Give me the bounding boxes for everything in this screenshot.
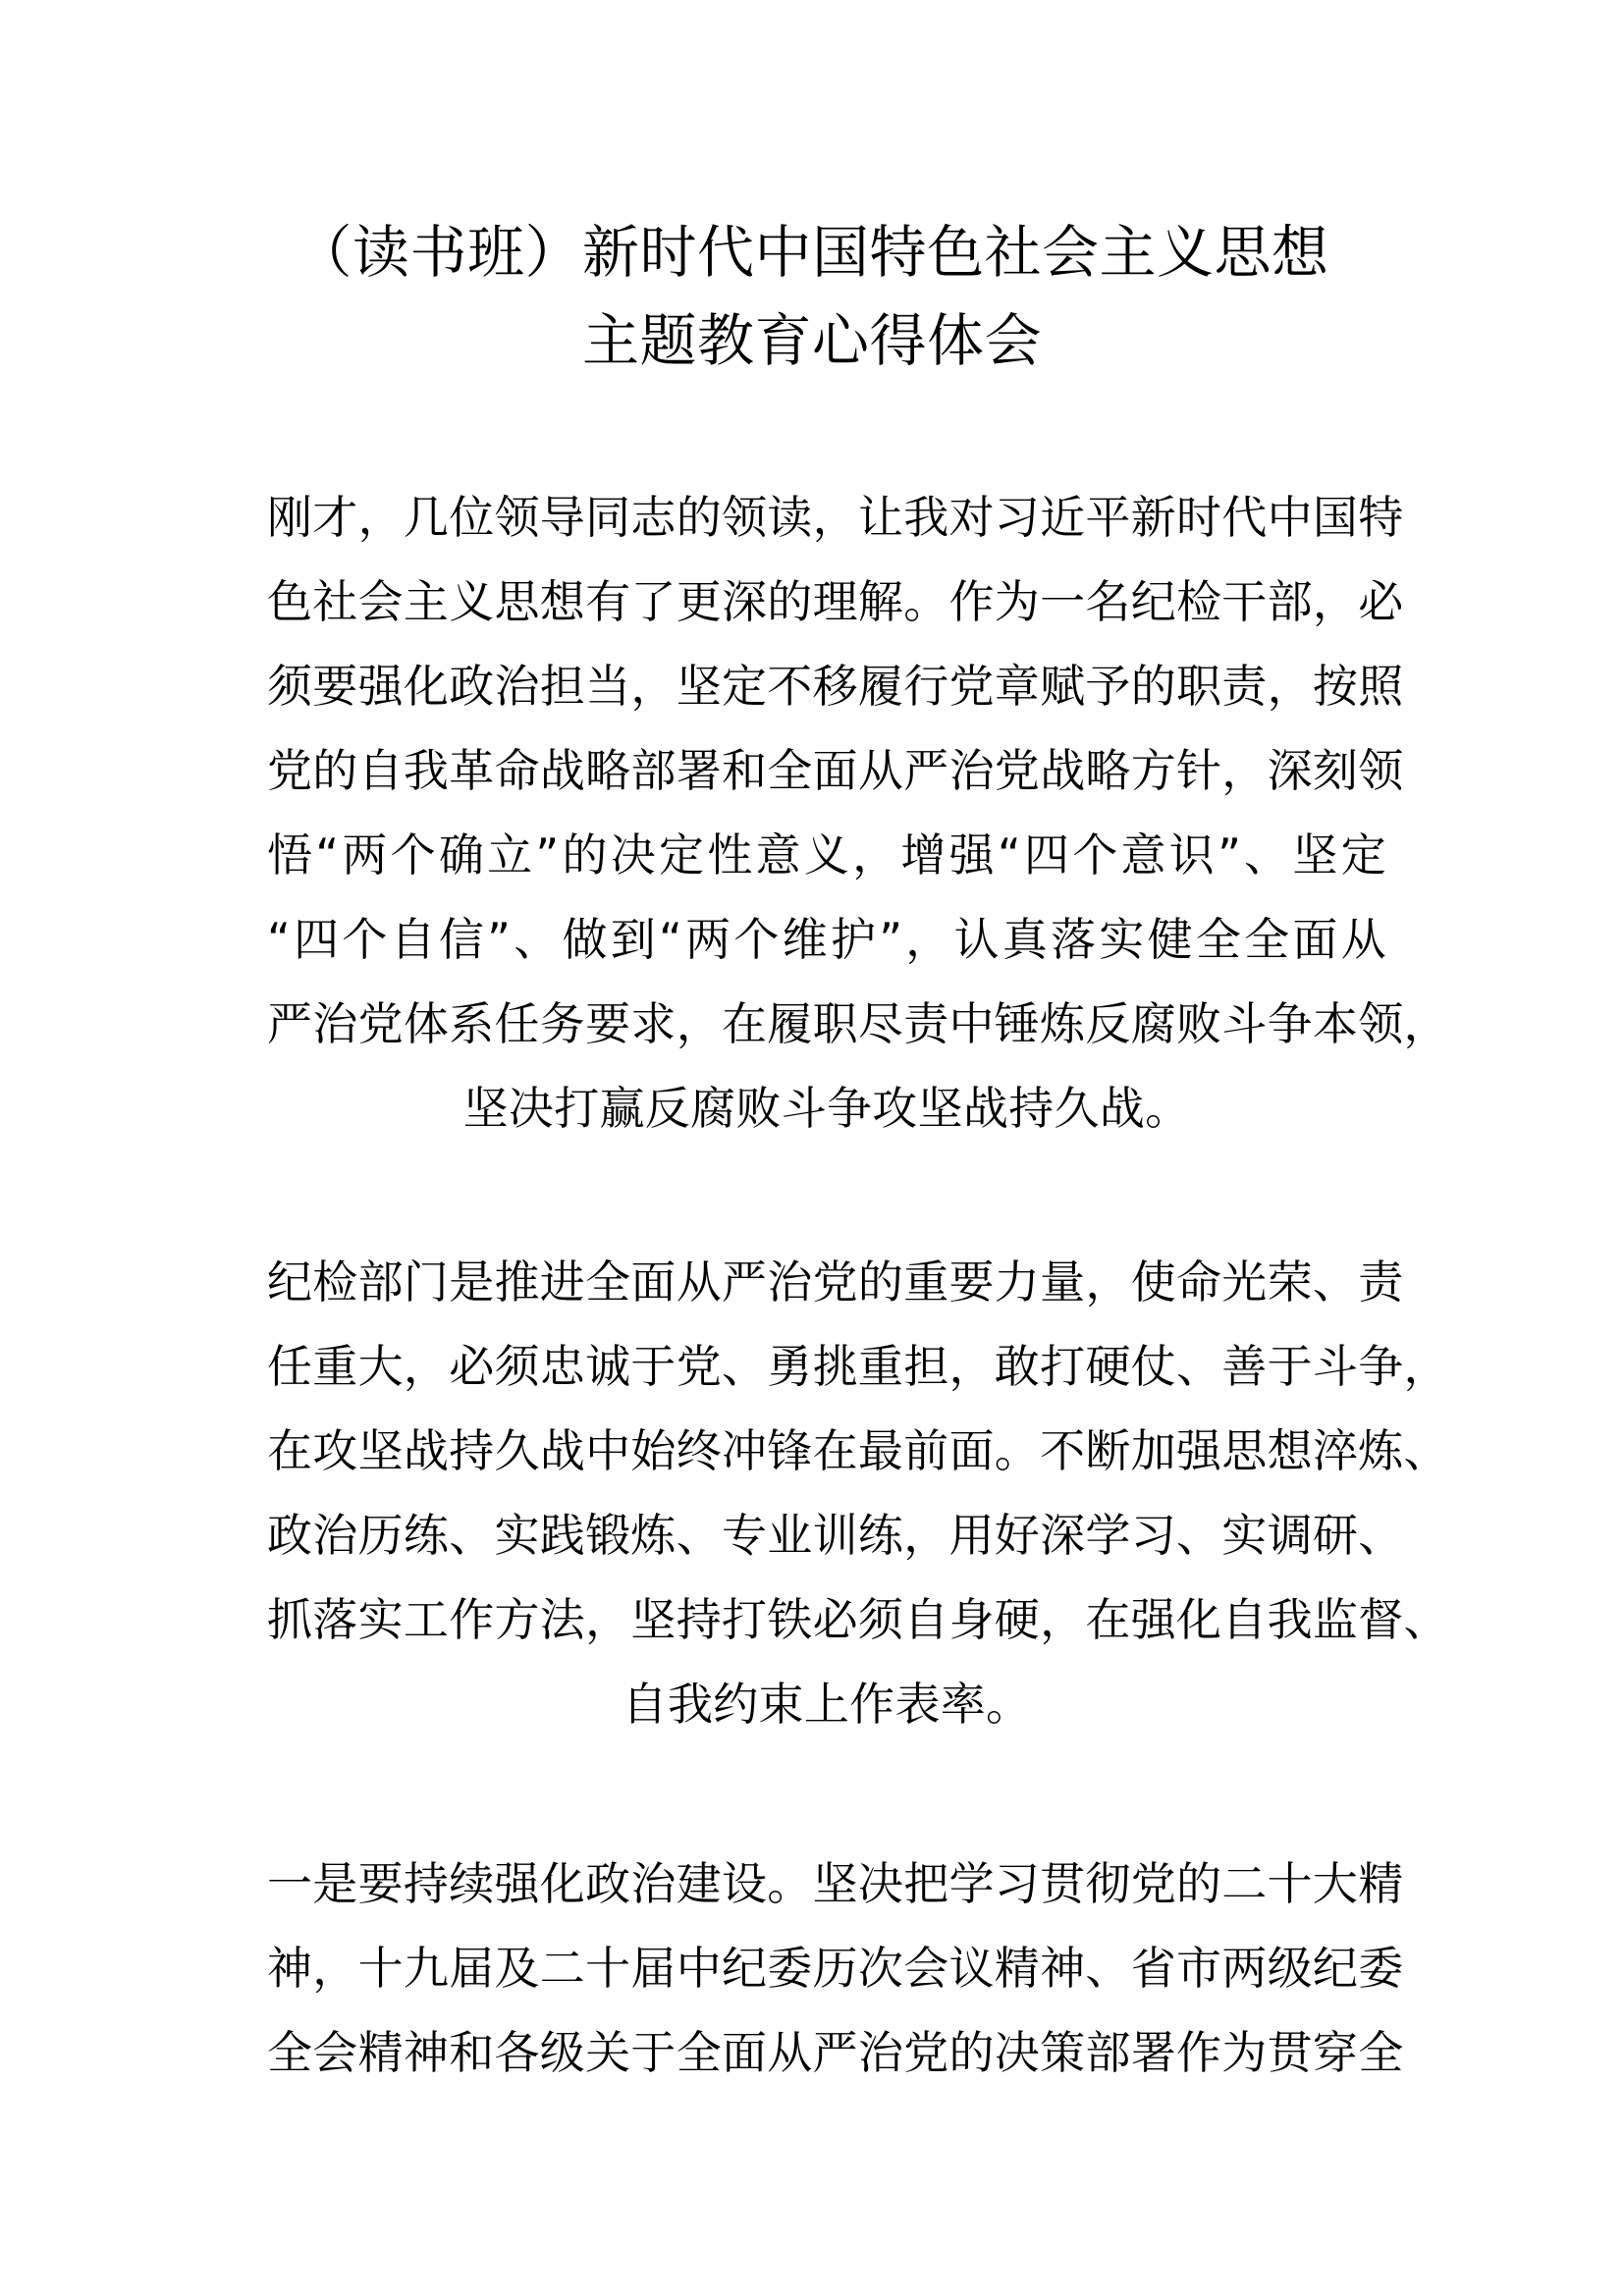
title-line: 主题教育心得体会 (581, 307, 1042, 374)
body-paragraph-1 (267, 475, 1449, 1150)
paragraph-line: 党的自我革命战略部署和全面从严治党战略方针，深刻领 (267, 744, 1404, 797)
paragraph-line: 任重大，必须忠诚于党、勇挑重担，敢打硬仗、善于斗争， (267, 1340, 1449, 1393)
paragraph-line: 严治党体系任务要求，在履职尽责中锤炼反腐败斗争本领， (267, 997, 1449, 1050)
paragraph-line: 色社会主义思想有了更深的理解。作为一名纪检干部，必 (267, 575, 1404, 628)
paragraph-line: 抓落实工作方法，坚持打铁必须自身硬，在强化自我监督、 (267, 1593, 1449, 1646)
paragraph-line: 坚决打赢反腐败斗争攻坚战持久战。 (462, 1082, 1191, 1135)
paragraph-line: 神，十九届及二十届中纪委历次会议精神、省市两级纪委 (267, 1942, 1404, 1995)
paragraph-line: 全会精神和各级关于全面从严治党的决策部署作为贯穿全 (267, 2026, 1404, 2079)
paragraph-line: 须要强化政治担当，坚定不移履行党章赋予的职责，按照 (267, 660, 1404, 713)
paragraph-line: 纪检部门是推进全面从严治党的重要力量，使命光荣、责 (267, 1255, 1404, 1308)
paragraph-line: 悟“两个确立”的决定性意义，增强“四个意识”、坚定 (267, 828, 1386, 881)
paragraph-line: 刚才，几位领导同志的领读，让我对习近平新时代中国特 (267, 491, 1404, 544)
title-line: （读书班）新时代中国特色社会主义思想 (295, 219, 1329, 286)
paragraph-line: 一是要持续强化政治建设。坚决把学习贯彻党的二十大精 (267, 1857, 1404, 1910)
document-title (0, 208, 1624, 385)
paragraph-line: 政治历练、实践锻炼、专业训练，用好深学习、实调研、 (267, 1509, 1404, 1562)
paragraph-line: “四个自信”、做到“两个维护”，认真落实健全全面从 (267, 913, 1386, 966)
paragraph-line: 自我约束上作表率。 (622, 1678, 1032, 1731)
body-paragraph-3 (267, 1842, 1404, 2095)
paragraph-line: 在攻坚战持久战中始终冲锋在最前面。不断加强思想淬炼、 (267, 1424, 1449, 1477)
body-paragraph-2 (267, 1240, 1449, 1746)
